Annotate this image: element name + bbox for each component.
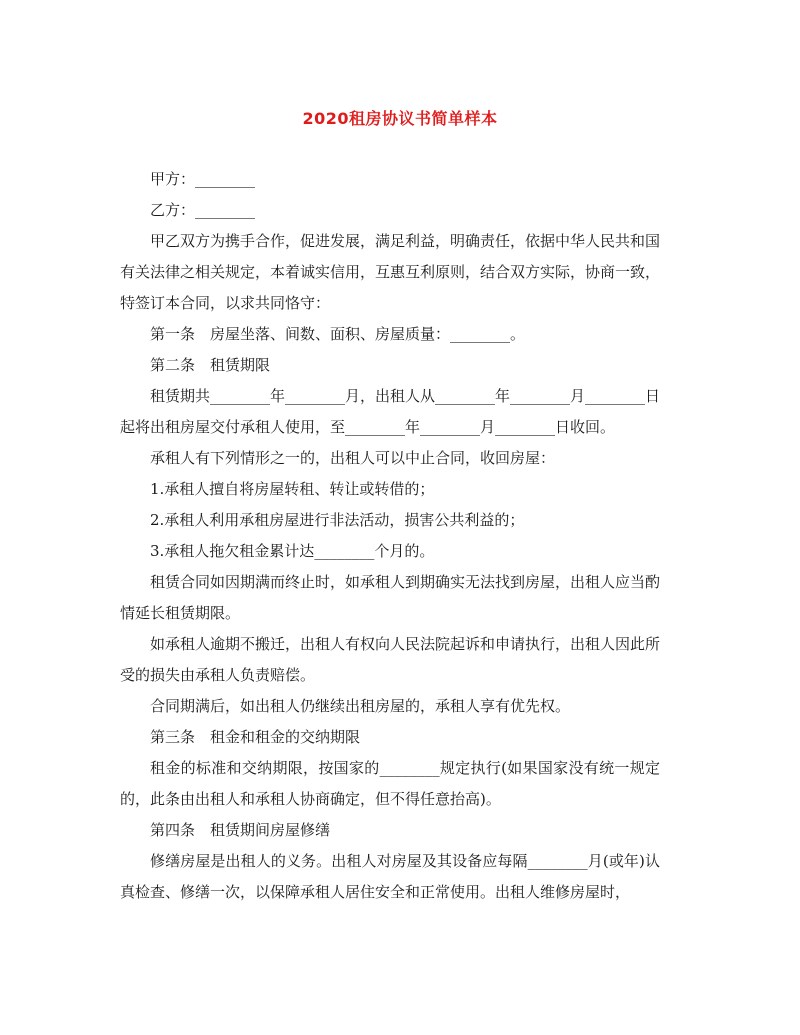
termination-intro-paragraph: 承租人有下列情形之一的，出租人可以中止合同，收回房屋：: [150, 449, 556, 467]
document-body: [120, 164, 660, 908]
repair-paragraph: 修缮房屋是出租人的义务。出租人对房屋及其设备应每隔________月(或年)认真检查、修缮一次，以保障承租人居住安全和正常使用。出租人维修房屋时，: [120, 852, 660, 901]
document-title: 2020租房协议书简单样本: [302, 109, 498, 128]
article-1-heading: 第一条 房屋坐落、间数、面积、房屋质量：________。: [150, 325, 526, 343]
article-3-heading: 第三条 租金和租金的交纳期限: [150, 728, 361, 746]
rent-paragraph: 租金的标准和交纳期限，按国家的________规定执行(如果国家没有统一规定的，此条由出租人和承租人协商确定，但不得任意抬高)。: [120, 759, 660, 808]
overdue-paragraph: 如承租人逾期不搬迁，出租人有权向人民法院起诉和申请执行，出租人因此所受的损失由承租人负责赔偿。: [120, 635, 661, 684]
article-4-heading: 第四条 租赁期间房屋修缮: [150, 821, 331, 839]
preamble-paragraph: 甲乙双方为携手合作，促进发展，满足利益，明确责任，依据中华人民共和国有关法律之相关规定，本着诚实信用，互惠互利原则，结合双方实际，协商一致，特签订本合同，以求共同恪守：: [120, 232, 661, 312]
party-b-line: 乙方：________: [150, 201, 256, 219]
extension-paragraph: 租赁合同如因期满而终止时，如承租人到期确实无法找到房屋，出租人应当酌情延长租赁期限。: [120, 573, 661, 622]
termination-item-1: 1.承租人擅自将房屋转租、转让或转借的；: [150, 480, 435, 498]
termination-item-2: 2.承租人利用承租房屋进行非法活动，损害公共利益的；: [150, 511, 525, 529]
termination-item-3: 3.承租人拖欠租金累计达________个月的。: [150, 542, 435, 560]
article-2-heading: 第二条 租赁期限: [150, 356, 271, 374]
lease-term-paragraph: 租赁期共________年________月，出租人从________年________月________日起将出租房屋交付承租人使用，至________年________月________日收回。: [120, 387, 661, 436]
priority-paragraph: 合同期满后，如出租人仍继续出租房屋的，承租人享有优先权。: [150, 697, 571, 715]
party-a-line: 甲方：________: [150, 170, 256, 188]
